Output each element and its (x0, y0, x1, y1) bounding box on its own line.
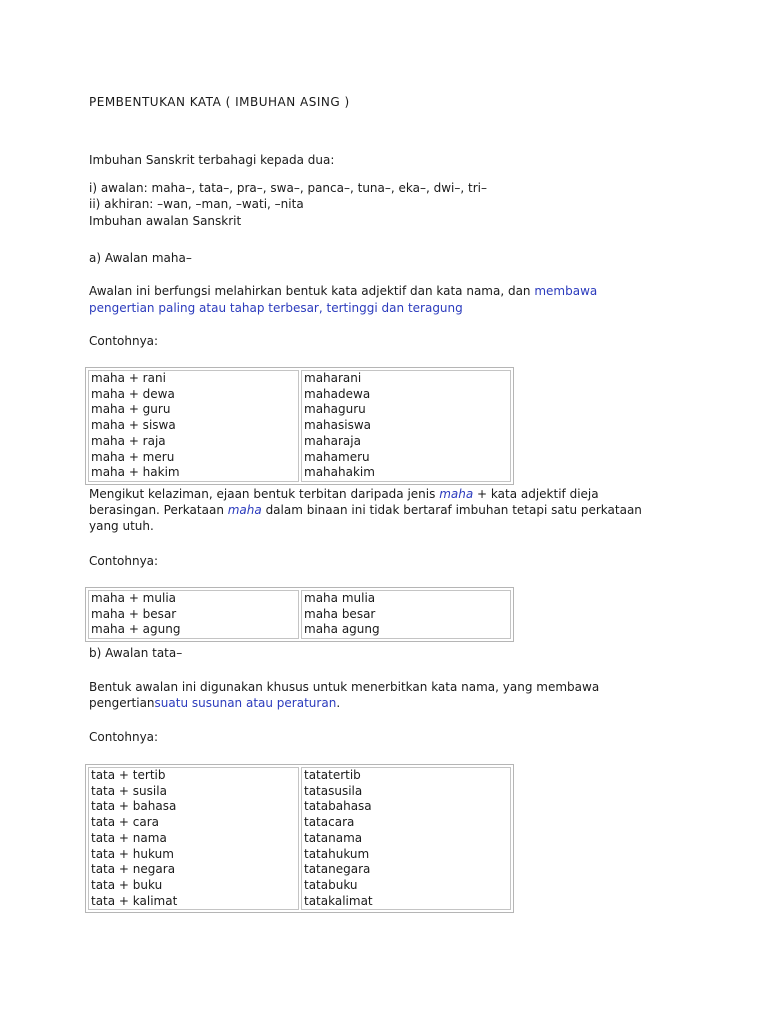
table-line: maha + dewa (91, 386, 175, 401)
table-line: tatahukum (304, 846, 370, 861)
table-cell-right (301, 767, 511, 910)
example-table-tata (85, 764, 514, 913)
table-line: maha besar (304, 606, 376, 621)
table-line: tata + cara (91, 815, 160, 830)
table-line: maha + mulia (91, 591, 177, 605)
table-line: maha agung (304, 622, 380, 637)
paragraph-text: berasingan. Perkataan (89, 503, 228, 517)
list-item-akhiran: ii) akhiran: –wan, –man, –wati, –nita (89, 197, 304, 211)
italic-term: maha (227, 503, 262, 517)
section-a-paragraph-line-1 (89, 283, 597, 299)
paragraph-text: + kata adjektif dieja (473, 487, 599, 501)
table-line: maha + hakim (91, 465, 180, 480)
paragraph-text: . (336, 696, 341, 710)
section-a-heading: a) Awalan maha– (89, 251, 192, 265)
intro-text: Imbuhan Sanskrit terbahagi kepada dua: (89, 153, 335, 167)
section-b-paragraph-line-2 (89, 695, 340, 711)
paragraph-text: dalam binaan ini tidak bertaraf imbuhan tetapi satu perkataan (261, 503, 642, 517)
table-line: maha + guru (91, 402, 171, 417)
page-title: PEMBENTUKAN KATA ( IMBUHAN ASING ) (89, 95, 350, 109)
table-cell-left (88, 590, 299, 639)
list-item-awalan: i) awalan: maha–, tata–, pra–, swa–, panca–, tuna–, eka–, dwi–, tri– (89, 181, 487, 195)
table-cell-right (301, 370, 511, 482)
section-a-paragraph-line-2: pengertian paling atau tahap terbesar, tertinggi dan teragung (89, 301, 463, 315)
table-line: maha + rani (91, 371, 166, 385)
section-a-paragraph2-line-2 (89, 502, 642, 518)
table-line: tatakalimat (304, 893, 373, 908)
table-line: maha mulia (304, 591, 376, 605)
table-line: maharani (304, 371, 362, 385)
paragraph-text: Awalan ini berfungsi melahirkan bentuk kata adjektif dan kata nama, dan (89, 284, 535, 298)
section-b-paragraph-line-1: Bentuk awalan ini digunakan khusus untuk menerbitkan kata nama, yang membawa (89, 680, 600, 694)
section-a-paragraph2-line-1 (89, 486, 599, 502)
sub-heading: Imbuhan awalan Sanskrit (89, 214, 242, 228)
example-label: Contohnya: (89, 334, 159, 348)
example-table-maha (85, 367, 514, 485)
table-line: maha + siswa (91, 418, 176, 433)
table-line: tatanegara (304, 862, 371, 877)
section-b-heading: b) Awalan tata– (89, 646, 183, 660)
table-line: mahasiswa (304, 418, 372, 433)
example-table-maha-adjektif (85, 587, 514, 642)
table-cell-left (88, 370, 299, 482)
table-line: tatabuku (304, 877, 358, 892)
table-line: tata + hukum (91, 846, 174, 861)
table-line: maha + besar (91, 606, 177, 621)
highlighted-text: suatu susunan atau peraturan (154, 696, 337, 710)
table-line: mahaguru (304, 402, 366, 417)
table-line: tata + susila (91, 783, 167, 798)
example-label: Contohnya: (89, 554, 159, 568)
table-line: tata + bahasa (91, 799, 177, 814)
table-line: maha + meru (91, 449, 175, 464)
table-line: tata + negara (91, 862, 176, 877)
table-line: maharaja (304, 433, 361, 448)
table-line: tatanama (304, 830, 363, 845)
table-line: tata + buku (91, 877, 163, 892)
table-line: mahameru (304, 449, 370, 464)
highlighted-text: membawa (534, 284, 598, 298)
table-line: tatacara (304, 815, 355, 830)
table-line: mahahakim (304, 465, 375, 480)
table-line: tata + nama (91, 830, 167, 845)
table-line: tata + tertib (91, 768, 166, 782)
table-cell-left (88, 767, 299, 910)
italic-term: maha (439, 487, 474, 501)
table-line: mahadewa (304, 386, 371, 401)
table-line: tata + kalimat (91, 893, 178, 908)
table-line: tatasusila (304, 783, 363, 798)
section-a-paragraph2-line-3: yang utuh. (89, 519, 154, 533)
table-line: tatabahasa (304, 799, 372, 814)
table-line: maha + agung (91, 622, 181, 637)
paragraph-text: Mengikut kelaziman, ejaan bentuk terbitan daripada jenis (89, 487, 440, 501)
table-line: tatatertib (304, 768, 361, 782)
table-line: maha + raja (91, 433, 166, 448)
example-label: Contohnya: (89, 730, 159, 744)
table-cell-right (301, 590, 511, 639)
paragraph-text: pengertian (89, 696, 155, 710)
